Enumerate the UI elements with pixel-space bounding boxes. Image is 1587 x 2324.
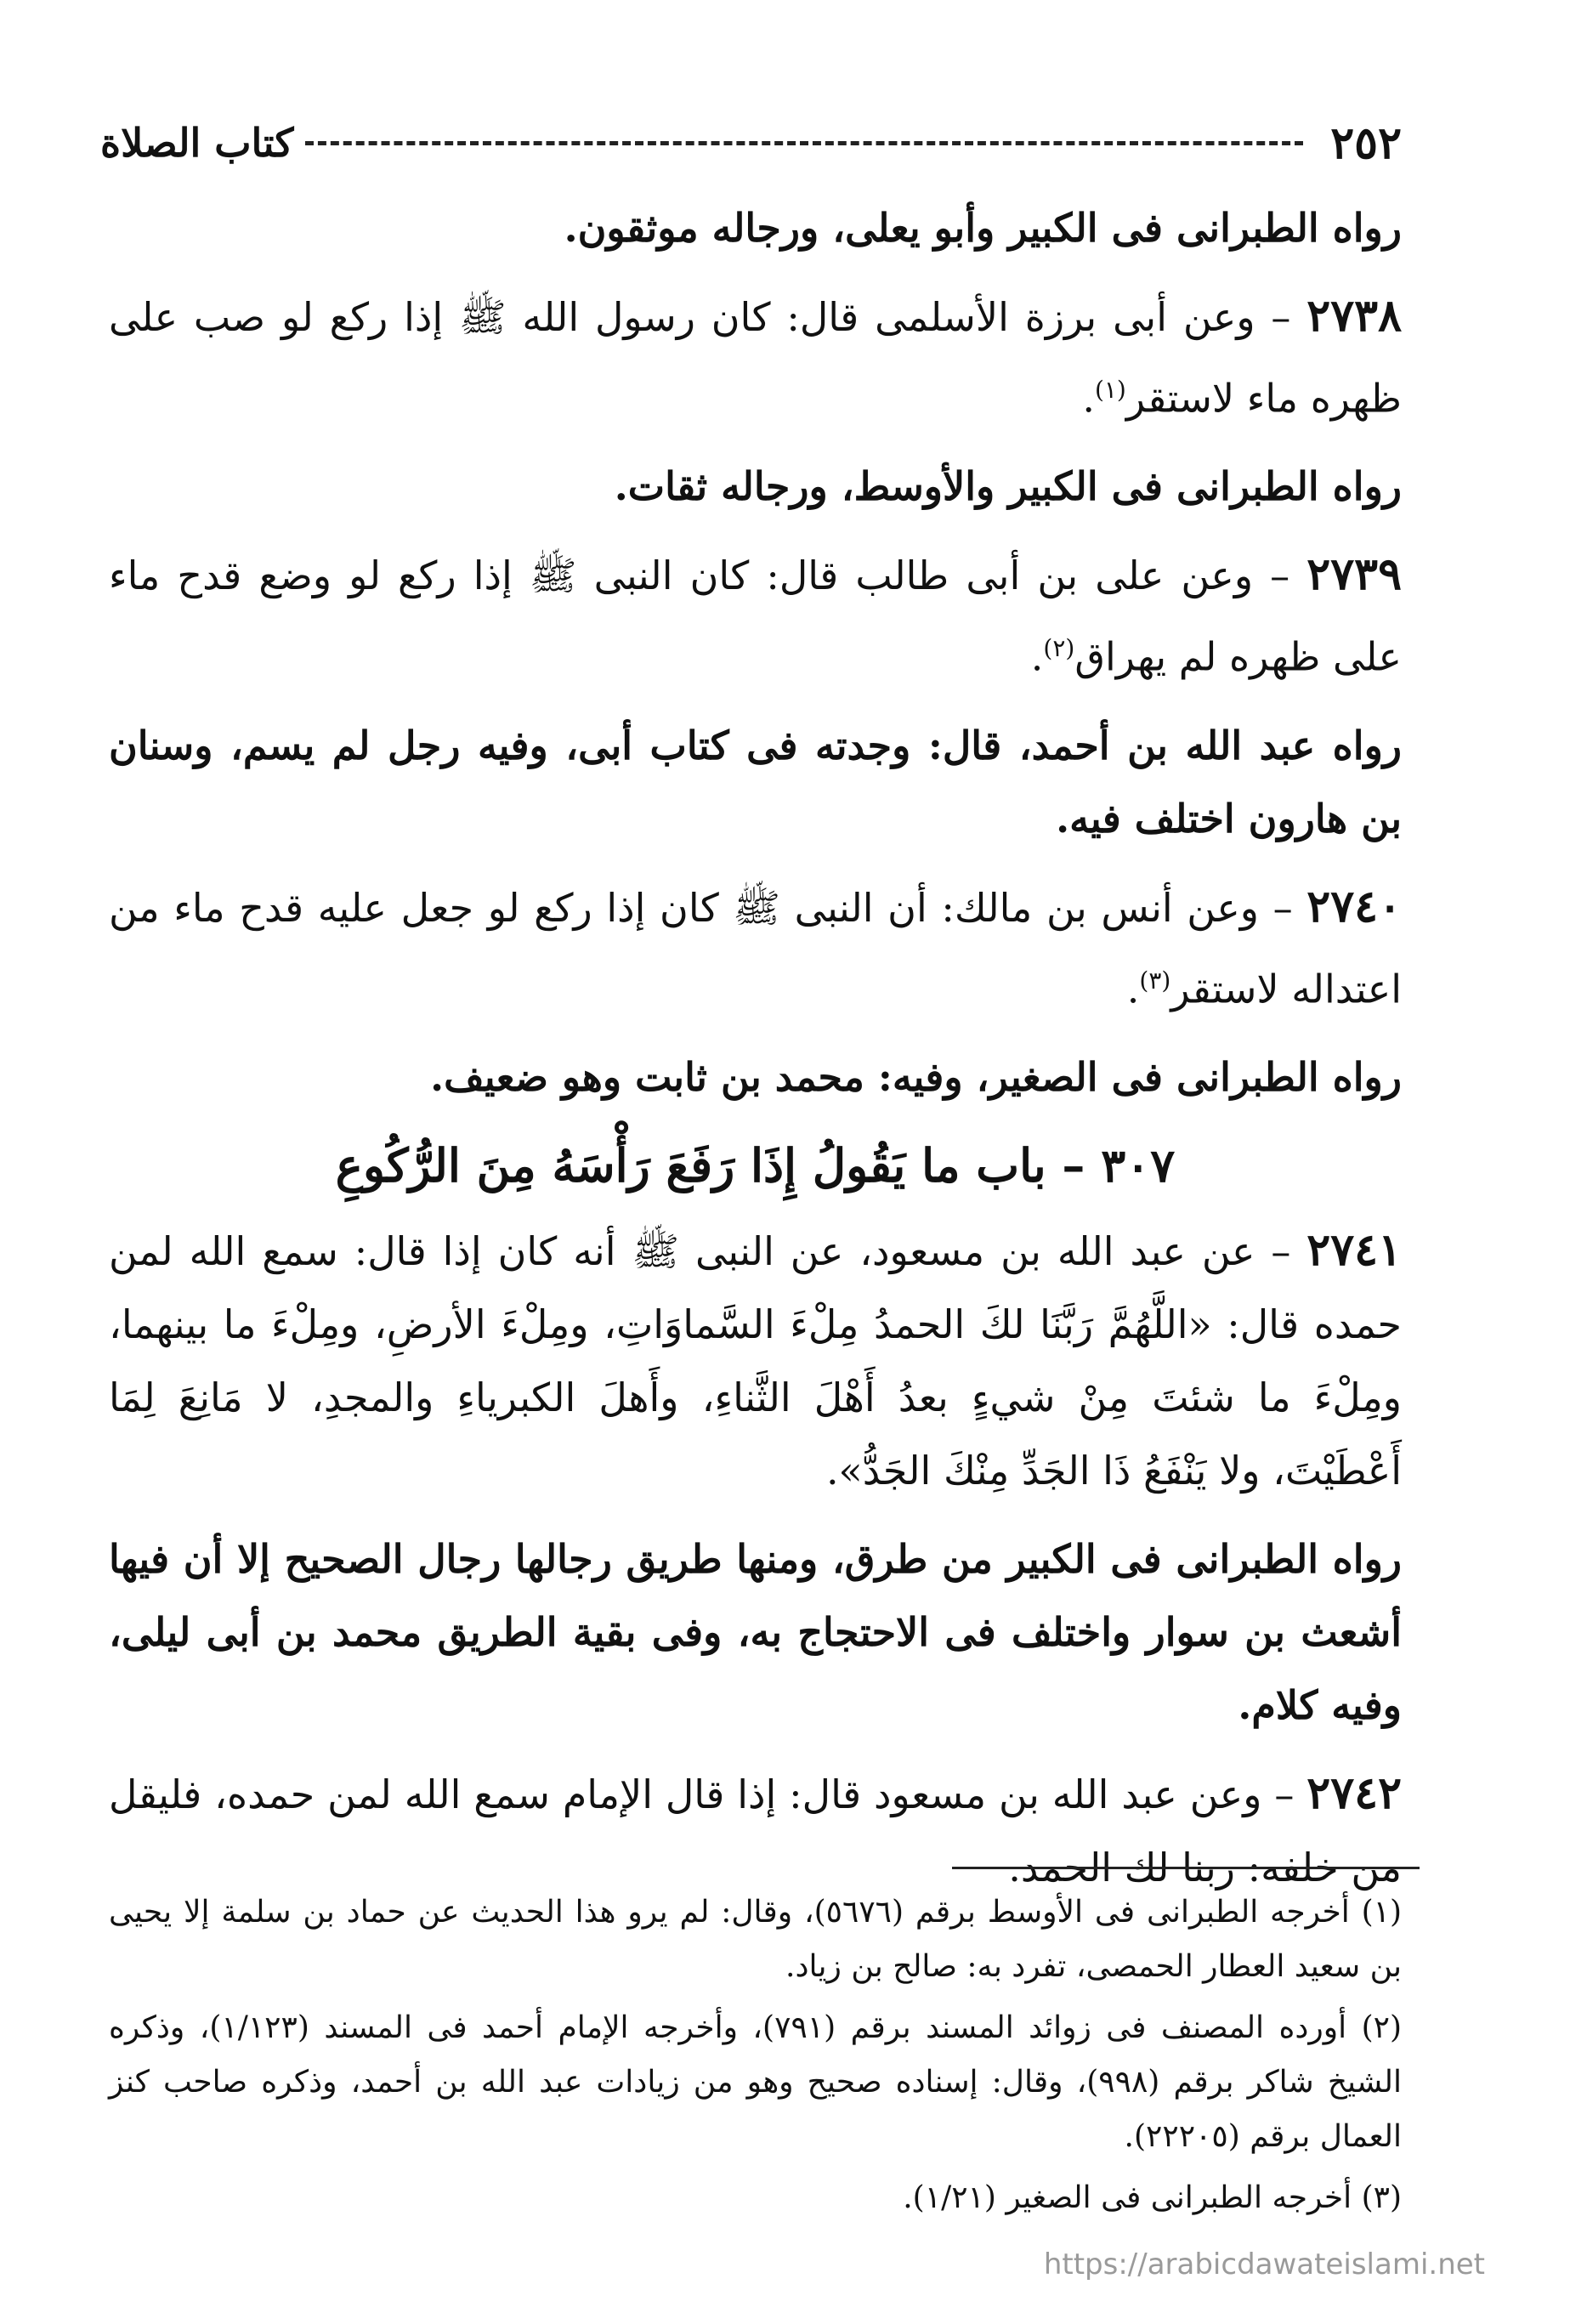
- hadith-number: ٢٧٣٩: [1306, 548, 1402, 601]
- hadith-number: ٢٧٤١: [1306, 1223, 1403, 1276]
- hadith-2738: [109, 280, 1402, 434]
- hadith-text: – وعن أنس بن مالك: أن النبى ﷺ كان إذا ركع لو جعل عليه قدح ماء من اعتداله لاستقر: [109, 884, 1402, 1012]
- page-number: ٢٥٢: [1330, 116, 1402, 169]
- hadith-text: – وعن عبد الله بن مسعود قال: إذا قال الإمام سمع الله لمن حمده، فليقل من خلفه: ربنا لك الحمد.: [109, 1771, 1402, 1890]
- footnote-divider: [952, 1867, 1420, 1869]
- hadith-text: – وعن أبى برزة الأسلمى قال: كان رسول الله ﷺ إذا ركع لو صب على ظهره ماء لاستقر: [109, 294, 1402, 422]
- source-text: رواه الطبرانى فى الكبير وأبو يعلى، ورجاله موثقون.: [564, 205, 1402, 251]
- hadith-end: .: [1126, 965, 1140, 1012]
- hadith-end: .: [1082, 375, 1095, 422]
- source-text: رواه الطبرانى فى الكبير والأوسط، ورجاله ثقات.: [614, 463, 1402, 510]
- book-title: كتاب الصلاة: [100, 120, 294, 166]
- hadith-2739: [109, 538, 1402, 693]
- source-text: رواه الطبرانى فى الكبير من طرق، ومنها طريق رجالها رجال الصحيح إلا أن فيها أشعث بن سوار واختلف فى الاحتجاج به، وفى بقية الطريق محمد بن أبى ليلى، وفيه كلام.: [109, 1535, 1402, 1728]
- hadith-text: – وعن على بن أبى طالب قال: كان النبى ﷺ إذا ركع لو وضع قدح ماء على ظهره لم يهراق: [109, 553, 1402, 680]
- hadith-2741: [109, 1214, 1402, 1507]
- footnotes: [109, 1885, 1402, 2232]
- footnote-1: (١) أخرجه الطبرانى فى الأوسط برقم (٥٦٧٦)، وقال: لم يرو هذا الحديث عن حماد بن سلمة إلا يحيى بن سعيد العطار الحمصى، تفرد به: صالح بن زياد.: [109, 1895, 1403, 1984]
- hadith-2740: [109, 870, 1402, 1025]
- source-note: [109, 1040, 1402, 1114]
- source-note: [109, 1522, 1402, 1742]
- chapter-heading: ٣٠٧ – باب ما يَقُولُ إِذَا رَفَعَ رَأْسَهُ مِنَ الرُّكُوعِ: [335, 1137, 1176, 1193]
- page-header: [100, 109, 1402, 177]
- hadith-end: .: [1030, 633, 1044, 680]
- main-text: [109, 191, 1402, 1919]
- source-note: [109, 191, 1402, 264]
- source-note: [109, 450, 1402, 523]
- hadith-number: ٢٧٣٨: [1306, 290, 1403, 342]
- hadith-text: – عن عبد الله بن مسعود، عن النبى ﷺ أنه كان إذا قال: سمع الله لمن حمده قال: «اللَّهُمَّ رَبَّنَا لكَ الحمدُ مِلْءَ السَّماوَاتِ، ومِلْءَ الأرضِ، ومِلْءَ ما بينهما، ومِلْءَ ما شئتَ مِنْ شيءٍ بعدُ أَهْلَ الثَّناءِ، وأَهلَ الكبرياءِ والمجدِ، لا مَانِعَ لِمَا أَعْطَيْتَ، ولا يَنْفَعُ ذَا الجَدِّ مِنْكَ الجَدُّ».: [109, 1227, 1402, 1494]
- source-note: [109, 709, 1402, 855]
- footnote-3: (٣) أخرجه الطبرانى فى الصغير (١/٢١).: [903, 2180, 1402, 2215]
- footnote-2: (٢) أورده المصنف فى زوائد المسند برقم (٧٩١)، وأخرجه الإمام أحمد فى المسند (١/١٢٣)، وذكره الشيخ شاكر برقم (٩٩٨)، وقال: إسناده صحيح وهو من زيادات عبد الله بن أحمد، وذكره صاحب كنز العمال برقم (٢٢٢٠٥).: [109, 2010, 1403, 2154]
- hadith-number: ٢٧٤٢: [1306, 1766, 1402, 1819]
- footnote-ref[interactable]: (٣): [1139, 966, 1171, 995]
- source-text: رواه عبد الله بن أحمد، قال: وجدته فى كتاب أبى، وفيه رجل لم يسم، وسنان بن هارون اختلف فيه.: [109, 722, 1402, 842]
- watermark: https://arabicdawateislami.net: [1043, 2247, 1485, 2281]
- header-rule: [305, 141, 1303, 145]
- hadith-2742: [109, 1757, 1402, 1904]
- footnote-ref[interactable]: (٢): [1043, 634, 1075, 663]
- hadith-number: ٢٧٤٠: [1306, 880, 1402, 932]
- source-text: رواه الطبرانى فى الصغير، وفيه: محمد بن ثابت وهو ضعيف.: [430, 1053, 1402, 1100]
- footnote-ref[interactable]: (١): [1094, 376, 1126, 404]
